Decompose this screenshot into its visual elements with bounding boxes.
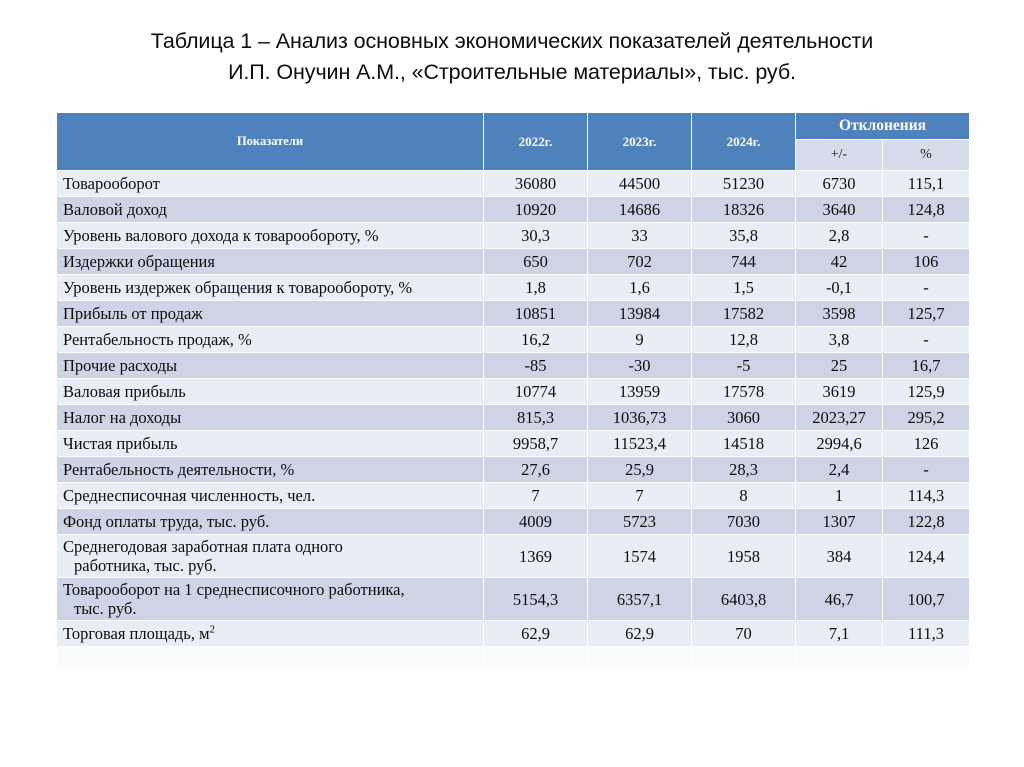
cell-2023: 5723: [588, 509, 692, 535]
column-header-deviation-percent: %: [883, 140, 970, 171]
row-label: [57, 578, 484, 621]
table-row: [57, 327, 970, 353]
cell-2023: 33: [588, 223, 692, 249]
cell-deviation-percent: 126: [883, 431, 970, 457]
cell-2024: 8: [692, 483, 796, 509]
cell-2024: 35,8: [692, 223, 796, 249]
cell-2022: 4009: [484, 509, 588, 535]
table-row: [57, 249, 970, 275]
title-line-1: Таблица 1 – Анализ основных экономических показателей деятельности: [150, 29, 874, 53]
cell-2023: 13984: [588, 301, 692, 327]
table-row: [57, 457, 970, 483]
cell-2023: 62,9: [588, 621, 692, 647]
cell-deviation-absolute: -0,1: [796, 275, 883, 301]
row-label-line-1: Налог на доходы: [63, 408, 182, 427]
cell-2024: 17582: [692, 301, 796, 327]
row-label-line-1: Среднегодовая заработная плата одного: [63, 537, 343, 556]
row-label: [57, 197, 484, 223]
table-trailing-row: [57, 647, 970, 667]
cell-deviation-absolute: 3,8: [796, 327, 883, 353]
cell-deviation-percent: 106: [883, 249, 970, 275]
column-header-year-2023: 2023г.: [588, 113, 692, 171]
cell-2023: 1,6: [588, 275, 692, 301]
page-title: [0, 0, 1024, 88]
row-label: [57, 379, 484, 405]
table-row: [57, 353, 970, 379]
cell-2024: 70: [692, 621, 796, 647]
row-label: [57, 483, 484, 509]
row-label: [57, 301, 484, 327]
row-label-superscript: 2: [209, 623, 216, 636]
cell-2022: 10774: [484, 379, 588, 405]
cell-deviation-absolute: 42: [796, 249, 883, 275]
cell-2022: 16,2: [484, 327, 588, 353]
row-label: [57, 405, 484, 431]
cell-2022: 1,8: [484, 275, 588, 301]
cell-2022: 62,9: [484, 621, 588, 647]
cell-2024: 6403,8: [692, 578, 796, 621]
table-header-row-1: [57, 113, 970, 140]
cell-2022: 1369: [484, 535, 588, 578]
cell-2023: 9: [588, 327, 692, 353]
table-trailing-cell: [57, 647, 484, 667]
cell-2024: 1,5: [692, 275, 796, 301]
row-label-line-1: Рентабельность продаж, %: [63, 330, 252, 349]
table-trailing-cell: [484, 647, 588, 667]
table-row: [57, 431, 970, 457]
row-label-line-1: Среднесписочная численность, чел.: [63, 486, 316, 505]
cell-deviation-absolute: 7,1: [796, 621, 883, 647]
cell-deviation-percent: 125,7: [883, 301, 970, 327]
cell-deviation-percent: 100,7: [883, 578, 970, 621]
row-label-line-1: Уровень валового дохода к товарообороту, %: [63, 226, 379, 245]
cell-2024: 18326: [692, 197, 796, 223]
cell-deviation-percent: 125,9: [883, 379, 970, 405]
cell-deviation-absolute: 1307: [796, 509, 883, 535]
cell-deviation-percent: 115,1: [883, 171, 970, 197]
cell-2024: 14518: [692, 431, 796, 457]
row-label: [57, 535, 484, 578]
row-label-line-1: Чистая прибыль: [63, 434, 178, 453]
cell-2023: 25,9: [588, 457, 692, 483]
cell-2024: 7030: [692, 509, 796, 535]
row-label-line-1: Товарооборот на 1 среднесписочного работника,: [63, 580, 405, 599]
table-trailing-cell: [883, 647, 970, 667]
row-label: [57, 249, 484, 275]
row-label-line-1: Торговая площадь, м: [63, 624, 210, 643]
cell-2022: 815,3: [484, 405, 588, 431]
cell-2023: 44500: [588, 171, 692, 197]
table-row: [57, 197, 970, 223]
row-label: [57, 353, 484, 379]
economic-indicators-table: [56, 112, 970, 667]
table-row: [57, 483, 970, 509]
row-label-line-1: Уровень издержек обращения к товарообороту, %: [63, 278, 413, 297]
table-trailing-cell: [692, 647, 796, 667]
row-label-line-1: Прибыль от продаж: [63, 304, 203, 323]
row-label-line-1: Прочие расходы: [63, 356, 178, 375]
row-label-line-2: тыс. руб.: [74, 599, 137, 618]
table-body: [57, 171, 970, 667]
row-label: [57, 457, 484, 483]
cell-2022: 650: [484, 249, 588, 275]
row-label: [57, 509, 484, 535]
cell-2022: 10920: [484, 197, 588, 223]
row-label: [57, 431, 484, 457]
cell-deviation-percent: 122,8: [883, 509, 970, 535]
table-row: [57, 405, 970, 431]
row-label: [57, 621, 484, 647]
row-label-line-1: Рентабельность деятельности, %: [63, 460, 295, 479]
row-label: [57, 223, 484, 249]
table-row: [57, 509, 970, 535]
cell-2023: 6357,1: [588, 578, 692, 621]
cell-2023: 702: [588, 249, 692, 275]
cell-deviation-absolute: 384: [796, 535, 883, 578]
table-trailing-cell: [796, 647, 883, 667]
row-label-line-1: Фонд оплаты труда, тыс. руб.: [63, 512, 270, 531]
cell-deviation-absolute: 2,8: [796, 223, 883, 249]
cell-2022: 36080: [484, 171, 588, 197]
cell-2022: 9958,7: [484, 431, 588, 457]
cell-deviation-absolute: 2994,6: [796, 431, 883, 457]
table-row: [57, 578, 970, 621]
economic-indicators-table-wrapper: [56, 112, 970, 667]
cell-deviation-percent: -: [883, 275, 970, 301]
cell-2023: 1036,73: [588, 405, 692, 431]
cell-deviation-percent: 124,8: [883, 197, 970, 223]
row-label: [57, 327, 484, 353]
cell-2022: 10851: [484, 301, 588, 327]
table-row: [57, 535, 970, 578]
cell-2024: 1958: [692, 535, 796, 578]
cell-2024: 17578: [692, 379, 796, 405]
cell-2024: 12,8: [692, 327, 796, 353]
table-row: [57, 621, 970, 647]
cell-deviation-percent: 124,4: [883, 535, 970, 578]
cell-2024: 744: [692, 249, 796, 275]
cell-deviation-percent: 16,7: [883, 353, 970, 379]
table-header: [57, 113, 970, 171]
cell-deviation-absolute: 25: [796, 353, 883, 379]
cell-2023: 13959: [588, 379, 692, 405]
cell-deviation-absolute: 2,4: [796, 457, 883, 483]
cell-deviation-percent: 114,3: [883, 483, 970, 509]
cell-2023: 7: [588, 483, 692, 509]
cell-2023: 14686: [588, 197, 692, 223]
cell-deviation-absolute: 3619: [796, 379, 883, 405]
cell-2022: -85: [484, 353, 588, 379]
table-row: [57, 171, 970, 197]
cell-deviation-absolute: 2023,27: [796, 405, 883, 431]
cell-deviation-percent: 295,2: [883, 405, 970, 431]
row-label-line-1: Валовой доход: [63, 200, 167, 219]
cell-2022: 5154,3: [484, 578, 588, 621]
row-label: [57, 171, 484, 197]
column-header-indicators: Показатели: [57, 113, 484, 171]
row-label-line-2: работника, тыс. руб.: [74, 556, 217, 575]
table-row: [57, 379, 970, 405]
cell-deviation-percent: -: [883, 327, 970, 353]
cell-2024: 28,3: [692, 457, 796, 483]
cell-2024: 3060: [692, 405, 796, 431]
cell-deviation-percent: -: [883, 223, 970, 249]
cell-deviation-percent: -: [883, 457, 970, 483]
column-header-deviations: Отклонения: [796, 113, 970, 140]
table-trailing-cell: [588, 647, 692, 667]
table-row: [57, 275, 970, 301]
cell-deviation-percent: 111,3: [883, 621, 970, 647]
row-label-line-1: Валовая прибыль: [63, 382, 186, 401]
cell-2023: 11523,4: [588, 431, 692, 457]
column-header-year-2024: 2024г.: [692, 113, 796, 171]
cell-deviation-absolute: 3598: [796, 301, 883, 327]
cell-2024: -5: [692, 353, 796, 379]
row-label-line-1: Издержки обращения: [63, 252, 215, 271]
table-row: [57, 223, 970, 249]
cell-2022: 7: [484, 483, 588, 509]
row-label: [57, 275, 484, 301]
cell-deviation-absolute: 1: [796, 483, 883, 509]
cell-2022: 27,6: [484, 457, 588, 483]
cell-2023: -30: [588, 353, 692, 379]
row-label-line-1: Товарооборот: [63, 174, 160, 193]
column-header-deviation-absolute: +/-: [796, 140, 883, 171]
column-header-year-2022: 2022г.: [484, 113, 588, 171]
title-line-2: И.П. Онучин А.М., «Строительные материалы», тыс. руб.: [228, 60, 796, 84]
cell-2022: 30,3: [484, 223, 588, 249]
cell-2023: 1574: [588, 535, 692, 578]
cell-deviation-absolute: 3640: [796, 197, 883, 223]
cell-2024: 51230: [692, 171, 796, 197]
cell-deviation-absolute: 46,7: [796, 578, 883, 621]
table-row: [57, 301, 970, 327]
cell-deviation-absolute: 6730: [796, 171, 883, 197]
